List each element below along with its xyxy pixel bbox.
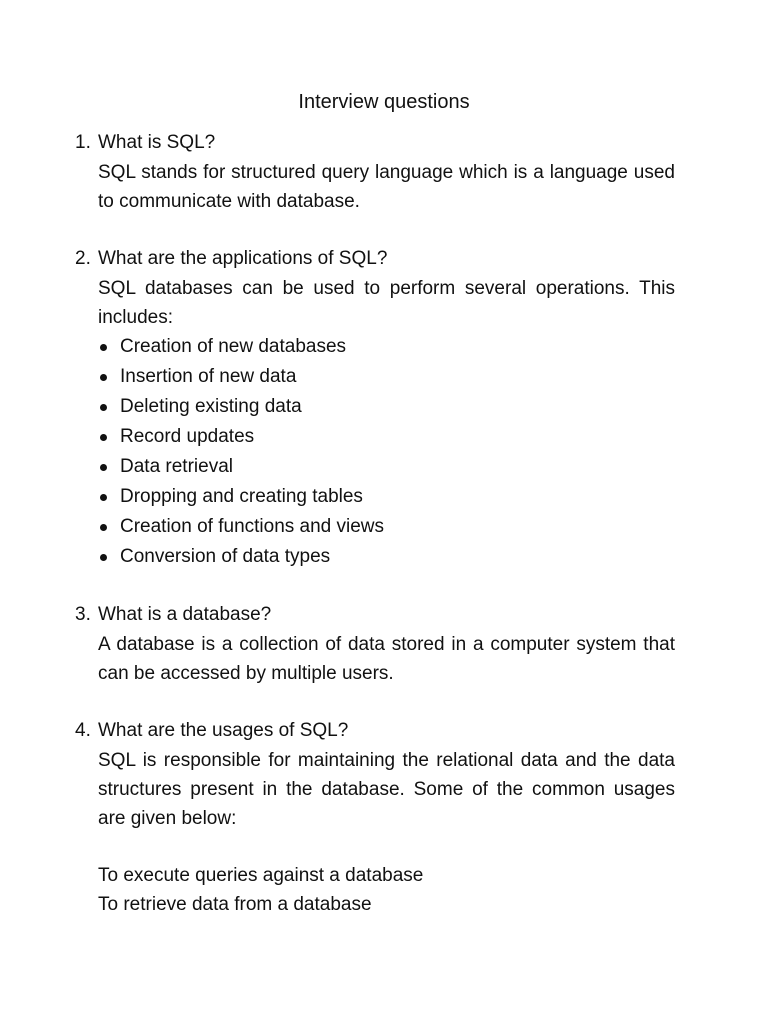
question-number: 3. [75,604,91,625]
bullet-icon [100,494,107,501]
bullet-item [98,482,675,512]
answer-text: SQL databases can be used to perform several operations. This includes: [98,278,675,328]
bullet-icon [100,524,107,531]
bullet-item [98,512,675,542]
question-title: What are the applications of SQL? [98,248,388,269]
question-number: 4. [75,720,91,741]
bullet-icon [100,554,107,561]
answer-text: SQL is responsible for maintaining the relational data and the data structures present in the database. Some of the common usages are given below: [98,750,675,829]
bullet-text: Deleting existing data [120,396,302,417]
bullet-item [98,332,675,362]
question-item-4 [75,716,675,919]
bullet-icon [100,404,107,411]
question-item-2 [75,244,675,572]
bullet-text: Creation of functions and views [120,516,385,537]
usage-line: To execute queries against a database [98,865,424,886]
bullet-item [98,362,675,392]
question-item-3 [75,600,675,688]
answer-text: A database is a collection of data stored in a computer system that can be accessed by multiple users. [98,634,675,684]
question-title: What is SQL? [98,132,216,153]
question-list [75,128,675,947]
bullet-text: Creation of new databases [120,336,347,357]
spacer [98,833,675,861]
question-number: 2. [75,248,91,269]
bullet-icon [100,464,107,471]
bullet-icon [100,434,107,441]
bullet-item [98,452,675,482]
question-number: 1. [75,132,91,153]
answer-text: SQL stands for structured query language which is a language used to communicate with database. [98,162,675,212]
question-title: What is a database? [98,604,272,625]
bullet-text: Conversion of data types [120,546,331,567]
question-title: What are the usages of SQL? [98,720,349,741]
bullet-item [98,542,675,572]
question-item-1 [75,128,675,216]
bullet-item [98,392,675,422]
bullet-text: Dropping and creating tables [120,486,363,507]
usage-line: To retrieve data from a database [98,894,372,915]
bullet-item [98,422,675,452]
page-title: Interview questions [298,91,470,113]
bullet-icon [100,374,107,381]
bullet-text: Data retrieval [120,456,233,477]
bullet-icon [100,344,107,351]
bullet-text: Record updates [120,426,255,447]
bullet-text: Insertion of new data [120,366,297,387]
bullet-list [98,332,675,572]
